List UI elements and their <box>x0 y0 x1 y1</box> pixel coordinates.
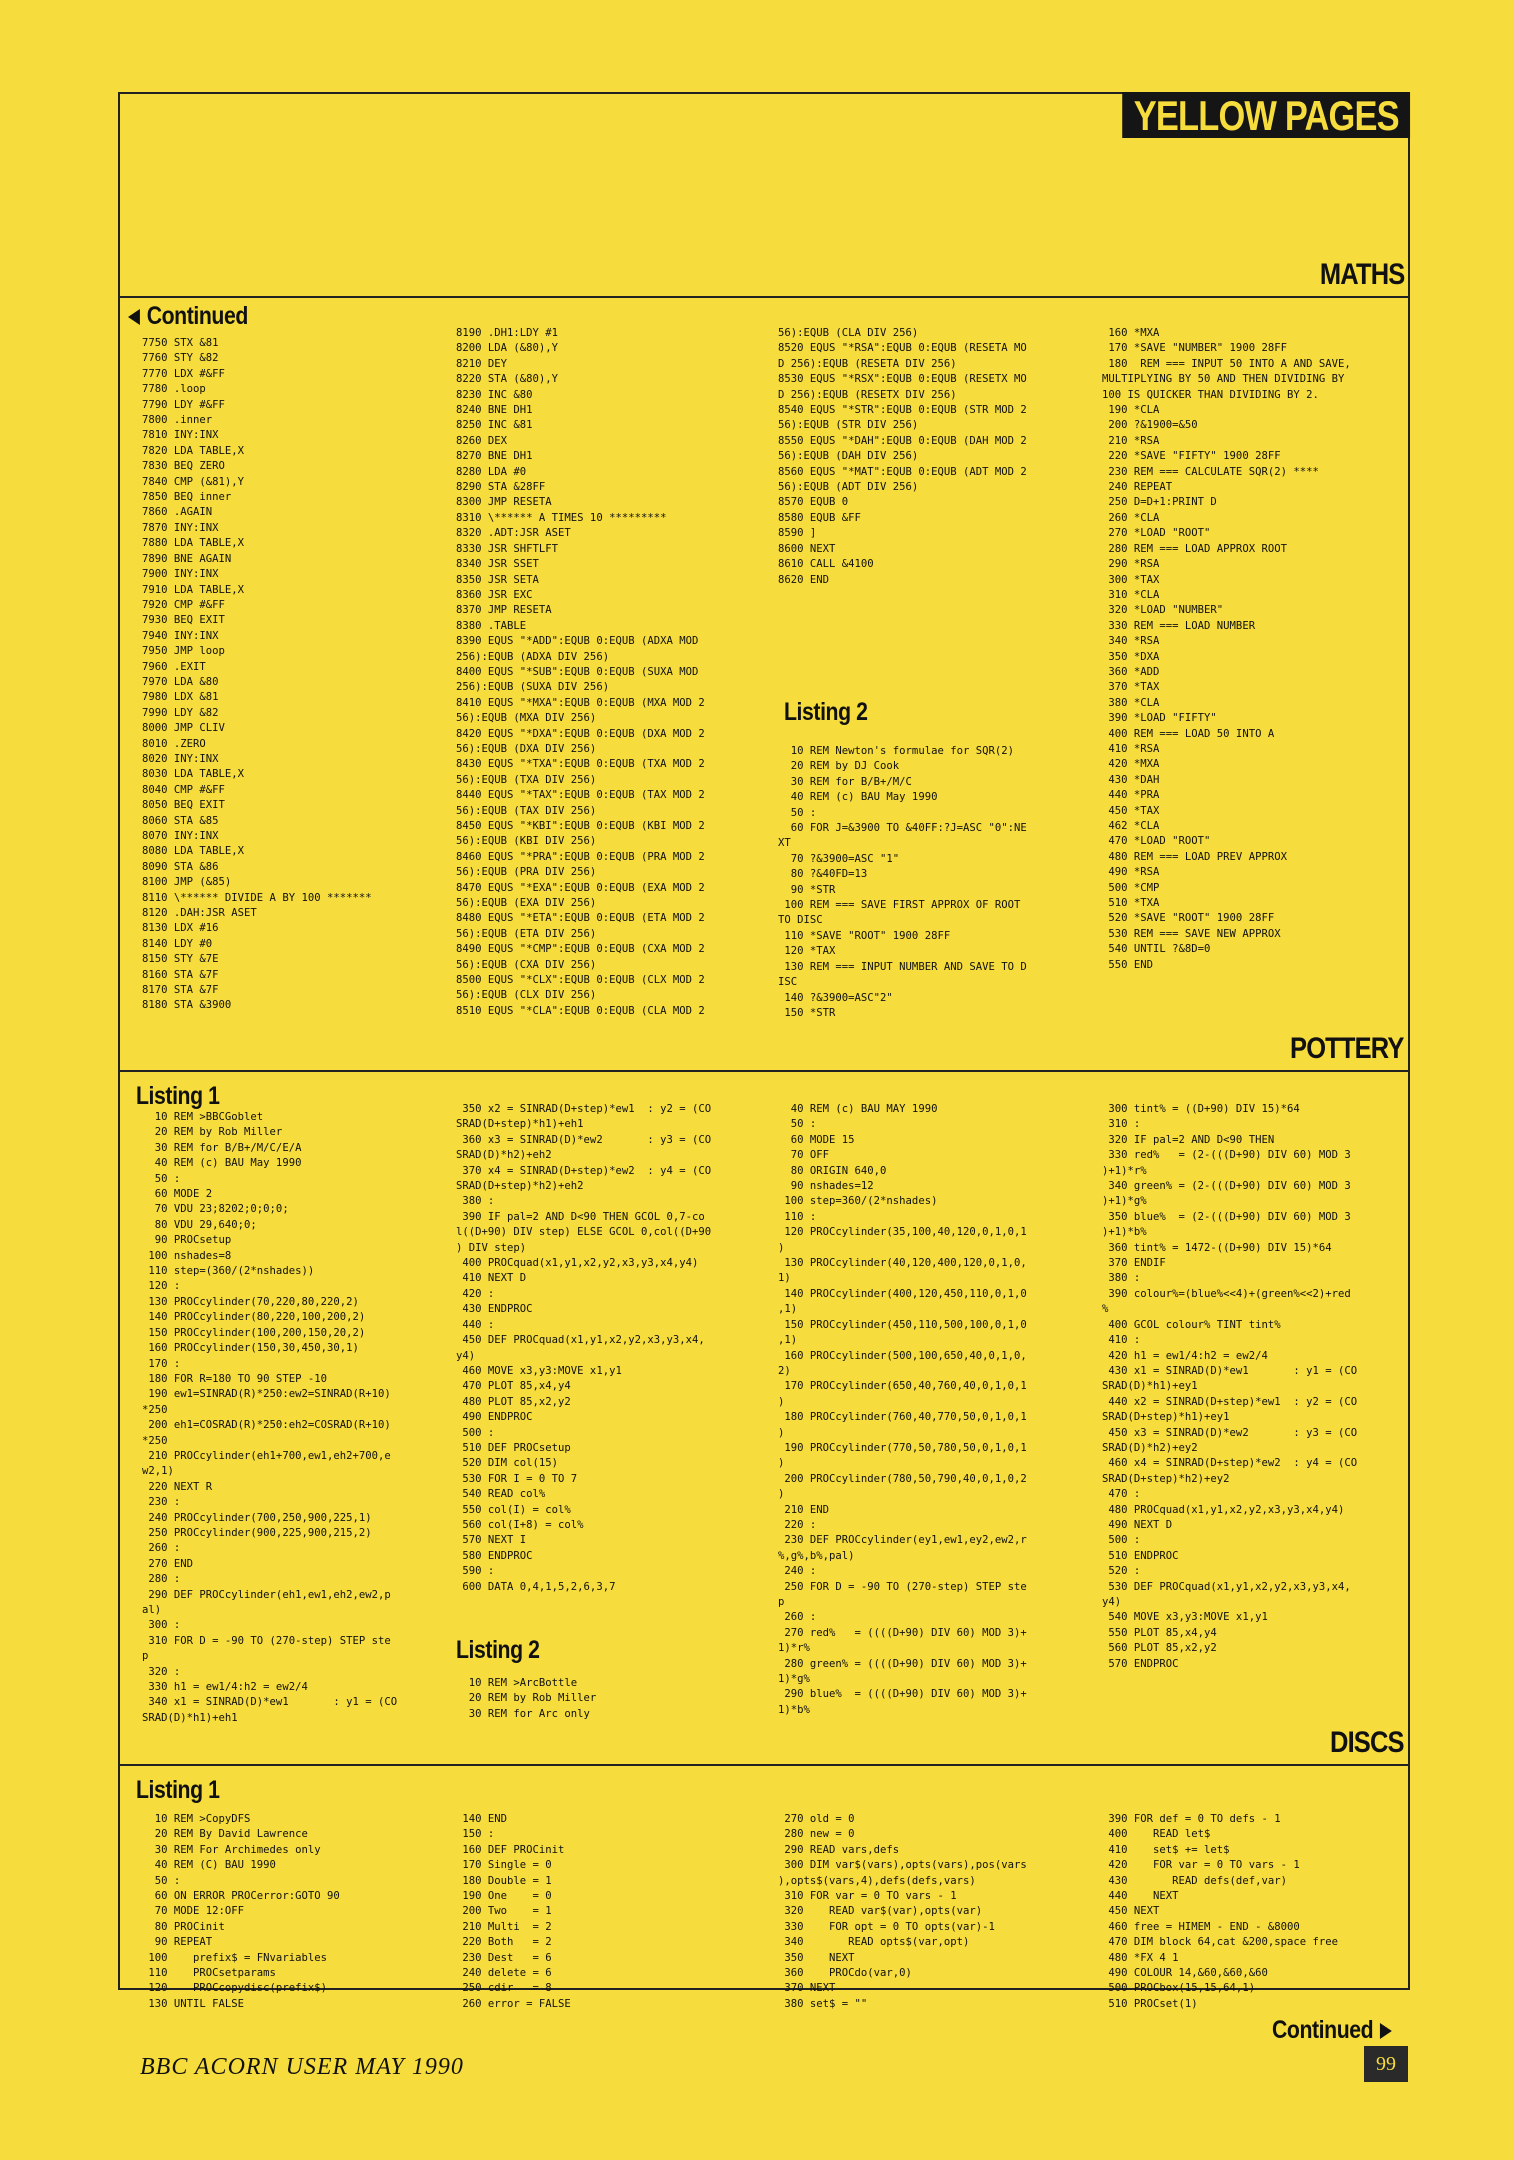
maths-listing-2-heading: Listing 2 <box>784 698 868 726</box>
pottery-listing-2-heading: Listing 2 <box>456 1636 540 1664</box>
yellow-pages-banner: YELLOW PAGES <box>1122 92 1410 138</box>
maths-code-col-1: 7750 STX &81 7760 STY &82 7770 LDX #&FF 7780 .loop 7790 LDY #&FF 7800 .inner 7810 INY:INX 7820 LDA TABLE,X 7830 BEQ ZERO 7840 CMP (&81),Y 7850 BEQ inner 7860 .AGAIN 7870 INY:INX 7880 LDA TABLE,X 7890 BNE AGAIN 7900 INY:INX 7910 LDA TABLE,X 7920 CMP #&FF 7930 BEQ EXIT 7940 INY:INX 7950 JMP loop 7960 .EXIT 7970 LDA &80 7980 LDX &81 7990 LDY &82 8000 JMP CLIV 8010 .ZERO 8020 INY:INX 8030 LDA TABLE,X 8040 CMP #&FF 8050 BEQ EXIT 8060 STA &85 8070 INY:INX 8080 LDA TABLE,X 8090 STA &86 8100 JMP (&85) 8110 \****** DIVIDE A BY 100 ******* 8120 .DAH:JSR ASET 8130 LDX #16 8140 LDY #0 8150 STY &7E 8160 STA &7F 8170 STA &7F 8180 STA &3900 <box>142 337 372 1012</box>
page-number: 99 <box>1364 2046 1408 2082</box>
maths-code-col-2: 8190 .DH1:LDY #1 8200 LDA (&80),Y 8210 DEY 8220 STA (&80),Y 8230 INC &80 8240 BNE DH1 8250 INC &81 8260 DEX 8270 BNE DH1 8280 LDA #0 8290 STA &28FF 8300 JMP RESETA 8310 \****** A TIMES 10 ********* 8320 .ADT:JSR ASET 8330 JSR SHFTLFT 8340 JSR SSET 8350 JSR SETA 8360 JSR EXC 8370 JMP RESETA 8380 .TABLE 8390 EQUS "*ADD":EQUB 0:EQUB (ADXA MOD 256):EQUB (ADXA DIV 256) 8400 EQUS "*SUB":EQUB 0:EQUB (SUXA MOD 256):EQUB (SUXA DIV 256) 8410 EQUS "*MXA":EQUB 0:EQUB (MXA MOD 2 56):EQUB (MXA DIV 256) 8420 EQUS "*DXA":EQUB 0:EQUB (DXA MOD 2 56):EQUB (DXA DIV 256) 8430 EQUS "*TXA":EQUB 0:EQUB (TXA MOD 2 56):EQUB (TXA DIV 256) 8440 EQUS "*TAX":EQUB 0:EQUB (TAX MOD 2 56):EQUB (TAX DIV 256) 8450 EQUS "*KBI":EQUB 0:EQUB (KBI MOD 2 56):EQUB (KBI DIV 256) 8460 EQUS "*PRA":EQUB 0:EQUB (PRA MOD 2 56):EQUB (PRA DIV 256) 8470 EQUS "*EXA":EQUB 0:EQUB (EXA MOD 2 56):EQUB (EXA DIV 256) 8480 EQUS "*ETA":EQUB 0:EQUB (ETA MOD 2 56):EQUB (ETA DIV 256) 8490 EQUS "*CMP":EQUB 0:EQUB (CXA MOD 2 56):EQUB (CXA DIV 256) 8500 EQUS "*CLX":EQUB 0:EQUB (CLX MOD 2 56):EQUB (CLX DIV 256) 8510 EQUS "*CLA":EQUB 0:EQUB (CLA MOD 2 <box>456 327 705 1017</box>
discs-code-col-3: 270 old = 0 280 new = 0 290 READ vars,defs 300 DIM var$(vars),opts(vars),pos(vars ),opts$(vars,4),defs(defs,vars) 310 FOR var = 0 TO vars - 1 320 READ var$(var),opts(var) 330 FOR opt = 0 TO opts(var)-1 340 READ opts$(var,opt) 350 NEXT 360 PROCdo(var,0) 370 NEXT 380 set$ = "" <box>778 1813 1027 2010</box>
discs-code-col-4: 390 FOR def = 0 TO defs - 1 400 READ let$ 410 set$ += let$ 420 FOR var = 0 TO vars - 1 430 READ defs(def,var) 440 NEXT 450 NEXT 460 free = HIMEM - END - &8000 470 DIM block 64,cat &200,space free 480 *FX 4 1 490 COLOUR 14,&60,&60,&60 500 PROCbox(15,15,64,1) 510 PROCset(1) <box>1108 1813 1338 2010</box>
magazine-footer: BBC ACORN USER MAY 1990 <box>140 2054 464 2080</box>
section-title-maths: MATHS <box>1319 258 1404 291</box>
section-divider <box>118 1764 1410 1766</box>
maths-code-col-3: 56):EQUB (CLA DIV 256) 8520 EQUS "*RSA":EQUB 0:EQUB (RESETA MO D 256):EQUB (RESETA DIV 256) 8530 EQUS "*RSX":EQUB 0:EQUB (RESETX MO D 256):EQUB (RESETX DIV 256) 8540 EQUS "*STR":EQUB 0:EQUB (STR MOD 2 56):EQUB (STR DIV 256) 8550 EQUS "*DAH":EQUB 0:EQUB (DAH MOD 2 56):EQUB (DAH DIV 256) 8560 EQUS "*MAT":EQUB 0:EQUB (ADT MOD 2 56):EQUB (ADT DIV 256) 8570 EQUB 0 8580 EQUB &FF 8590 ] 8600 NEXT 8610 CALL &4100 8620 END <box>778 327 1027 586</box>
discs-listing-1-heading: Listing 1 <box>136 1776 220 1804</box>
continued-top-label: Continued <box>128 302 248 331</box>
discs-code-col-1: 10 REM >CopyDFS 20 REM By David Lawrence 30 REM For Archimedes only 40 REM (C) BAU 1990 50 : 60 ON ERROR PROCerror:GOTO 90 70 MODE 12:OFF 80 PROCinit 90 REPEAT 100 prefix$ = FNvariables 110 PROCsetparams 120 PROCcopydisc(prefix$) 130 UNTIL FALSE <box>148 1813 340 2010</box>
pottery-code-col-2: 350 x2 = SINRAD(D+step)*ew1 : y2 = (CO SRAD(D+step)*h1)+eh1 360 x3 = SINRAD(D)*ew2 : y3 = (CO SRAD(D)*h2)+eh2 370 x4 = SINRAD(D+step)*ew2 : y4 = (CO SRAD(D+step)*h2)+eh2 380 : 390 IF pal=2 AND D<90 THEN GCOL 0,7-co l((D+90) DIV step) ELSE GCOL 0,col((D+90 ) DIV step) 400 PROCquad(x1,y1,x2,y2,x3,y3,x4,y4) 410 NEXT D 420 : 430 ENDPROC 440 : 450 DEF PROCquad(x1,y1,x2,y2,x3,y3,x4, y4) 460 MOVE x3,y3:MOVE x1,y1 470 PLOT 85,x4,y4 480 PLOT 85,x2,y2 490 ENDPROC 500 : 510 DEF PROCsetup 520 DIM col(15) 530 FOR I = 0 TO 7 540 READ col% 550 col(I) = col% 560 col(I+8) = col% 570 NEXT I 580 ENDPROC 590 : 600 DATA 0,4,1,5,2,6,3,7 <box>456 1103 712 1593</box>
pottery-code-col-1: 10 REM >BBCGoblet 20 REM by Rob Miller 30 REM for B/B+/M/C/E/A 40 REM (c) BAU May 1990 50 : 60 MODE 2 70 VDU 23;8202;0;0;0; 80 VDU 29,640;0; 90 PROCsetup 100 nshades=8 110 step=(360/(2*nshades)) 120 : 130 PROCcylinder(70,220,80,220,2) 140 PROCcylinder(80,220,100,200,2) 150 PROCcylinder(100,200,150,20,2) 160 PROCcylinder(150,30,450,30,1) 170 : 180 FOR R=180 TO 90 STEP -10 190 ew1=SINRAD(R)*250:ew2=SINRAD(R+10) *250 200 eh1=COSRAD(R)*250:eh2=COSRAD(R+10) *250 210 PROCcylinder(eh1+700,ew1,eh2+700,e w2,1) 220 NEXT R 230 : 240 PROCcylinder(700,250,900,225,1) 250 PROCcylinder(900,225,900,215,2) 260 : 270 END 280 : 290 DEF PROCcylinder(eh1,ew1,eh2,ew2,p al) 300 : 310 FOR D = -90 TO (270-step) STEP ste p 320 : 330 h1 = ew1/4:h2 = ew2/4 340 x1 = SINRAD(D)*ew1 : y1 = (CO SRAD(D)*h1)+eh1 <box>142 1111 398 1724</box>
arrow-right-icon <box>1380 2023 1392 2039</box>
section-title-pottery: POTTERY <box>1290 1032 1404 1065</box>
pottery-code-col-4: 300 tint% = ((D+90) DIV 15)*64 310 : 320 IF pal=2 AND D<90 THEN 330 red% = (2-(((D+90) DIV 60) MOD 3 )+1)*r% 340 green% = (2-(((D+90) DIV 60) MOD 3 )+1)*g% 350 blue% = (2-(((D+90) DIV 60) MOD 3 )+1)*b% 360 tint% = 1472-((D+90) DIV 15)*64 370 ENDIF 380 : 390 colour%=(blue%<<4)+(green%<<2)+red % 400 GCOL colour% TINT tint% 410 : 420 h1 = ew1/4:h2 = ew2/4 430 x1 = SINRAD(D)*ew1 : y1 = (CO SRAD(D)*h1)+ey1 440 x2 = SINRAD(D+step)*ew1 : y2 = (CO SRAD(D+step)*h1)+ey1 450 x3 = SINRAD(D)*ew2 : y3 = (CO SRAD(D)*h2)+ey2 460 x4 = SINRAD(D+step)*ew2 : y4 = (CO SRAD(D+step)*h2)+ey2 470 : 480 PROCquad(x1,y1,x2,y2,x3,y3,x4,y4) 490 NEXT D 500 : 510 ENDPROC 520 : 530 DEF PROCquad(x1,y1,x2,y2,x3,y3,x4, y4) 540 MOVE x3,y3:MOVE x1,y1 550 PLOT 85,x4,y4 560 PLOT 85,x2,y2 570 ENDPROC <box>1102 1103 1358 1670</box>
discs-code-col-2: 140 END 150 : 160 DEF PROCinit 170 Single = 0 180 Double = 1 190 One = 0 200 Two = 1 210 Multi = 2 220 Both = 2 230 Dest = 6 240 delete = 6 250 cdir = 8 260 error = FALSE <box>462 1813 571 2010</box>
maths-code-col-4: 160 *MXA 170 *SAVE "NUMBER" 1900 28FF 180 REM === INPUT 50 INTO A AND SAVE, MULTIPLYING BY 50 AND THEN DIVIDING BY 100 IS QUICKER THAN DIVIDING BY 2. 190 *CLA 200 ?&1900=&50 210 *RSA 220 *SAVE "FIFTY" 1900 28FF 230 REM === CALCULATE SQR(2) **** 240 REPEAT 250 D=D+1:PRINT D 260 *CLA 270 *LOAD "ROOT" 280 REM === LOAD APPROX ROOT 290 *RSA 300 *TAX 310 *CLA 320 *LOAD "NUMBER" 330 REM === LOAD NUMBER 340 *RSA 350 *DXA 360 *ADD 370 *TAX 380 *CLA 390 *LOAD "FIFTY" 400 REM === LOAD 50 INTO A 410 *RSA 420 *MXA 430 *DAH 440 *PRA 450 *TAX 462 *CLA 470 *LOAD "ROOT" 480 REM === LOAD PREV APPROX 490 *RSA 500 *CMP 510 *TXA 520 *SAVE "ROOT" 1900 28FF 530 REM === SAVE NEW APPROX 540 UNTIL ?&8D=0 550 END <box>1102 327 1351 971</box>
section-divider <box>118 296 1410 298</box>
arrow-left-icon <box>128 309 140 325</box>
section-divider <box>118 1070 1410 1072</box>
continued-bottom-label: Continued <box>1272 2016 1392 2045</box>
section-title-discs: DISCS <box>1330 1726 1404 1759</box>
maths-listing-2-code: 10 REM Newton's formulae for SQR(2) 20 REM by DJ Cook 30 REM for B/B+/M/C 40 REM (c) BAU May 1990 50 : 60 FOR J=&3900 TO &40FF:?J=ASC "0":NE XT 70 ?&3900=ASC "1" 80 ?&40FD=13 90 *STR 100 REM === SAVE FIRST APPROX OF ROOT TO DISC 110 *SAVE "ROOT" 1900 28FF 120 *TAX 130 REM === INPUT NUMBER AND SAVE TO D ISC 140 ?&3900=ASC"2" 150 *STR <box>778 745 1027 1019</box>
pottery-code-col-3: 40 REM (c) BAU MAY 1990 50 : 60 MODE 15 70 OFF 80 ORIGIN 640,0 90 nshades=12 100 step=360/(2*nshades) 110 : 120 PROCcylinder(35,100,40,120,0,1,0,1 ) 130 PROCcylinder(40,120,400,120,0,1,0, 1) 140 PROCcylinder(400,120,450,110,0,1,0 ,1) 150 PROCcylinder(450,110,500,100,0,1,0 ,1) 160 PROCcylinder(500,100,650,40,0,1,0, 2) 170 PROCcylinder(650,40,760,40,0,1,0,1 ) 180 PROCcylinder(760,40,770,50,0,1,0,1 ) 190 PROCcylinder(770,50,780,50,0,1,0,1 ) 200 PROCcylinder(780,50,790,40,0,1,0,2 ) 210 END 220 : 230 DEF PROCcylinder(ey1,ew1,ey2,ew2,r %,g%,b%,pal) 240 : 250 FOR D = -90 TO (270-step) STEP ste p 260 : 270 red% = ((((D+90) DIV 60) MOD 3)+ 1)*r% 280 green% = ((((D+90) DIV 60) MOD 3)+ 1)*g% 290 blue% = ((((D+90) DIV 60) MOD 3)+ 1)*b% <box>778 1103 1027 1716</box>
pottery-listing-1-heading: Listing 1 <box>136 1082 220 1110</box>
pottery-listing-2-code: 10 REM >ArcBottle 20 REM by Rob Miller 30 REM for Arc only <box>468 1677 597 1720</box>
